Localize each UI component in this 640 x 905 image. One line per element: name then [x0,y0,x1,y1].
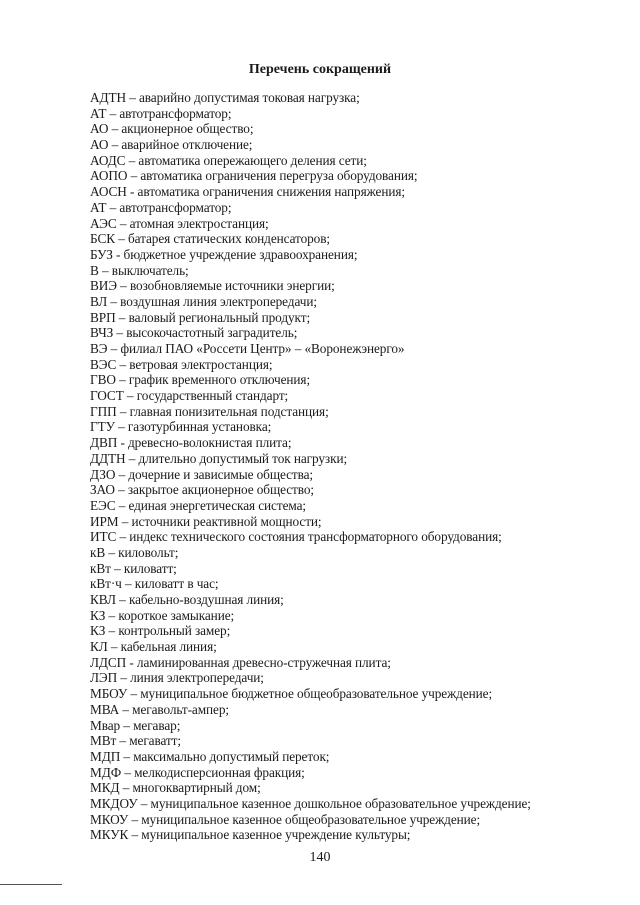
abbreviation-entry: АО – аварийное отключение; [90,137,253,153]
abbreviation-list [90,90,610,843]
abbreviation-entry: кВ – киловольт; [90,544,179,560]
abbreviation-entry: КЛ – кабельная линия; [90,639,217,655]
abbreviation-entry: АДТН – аварийно допустимая токовая нагрузка; [90,90,360,105]
abbreviation-entry: МКД – многоквартирный дом; [90,780,261,796]
abbreviation-entry: ЗАО – закрытое акционерное общество; [90,482,314,498]
abbreviation-entry: МВА – мегавольт-ампер; [90,701,229,717]
abbreviation-entry: ВРП – валовый региональный продукт; [90,309,311,325]
abbreviation-entry: ВЛ – воздушная линия электропередачи; [90,293,317,309]
abbreviation-entry: МБОУ – муниципальное бюджетное общеобразовательное учреждение; [90,686,493,702]
abbreviation-entry: АЭС – атомная электростанция; [90,215,269,231]
abbreviation-entry: АТ – автотрансформатор; [90,199,232,215]
abbreviation-entry: ИРМ – источники реактивной мощности; [90,513,322,529]
abbreviation-entry: ГОСТ – государственный стандарт; [90,388,289,404]
abbreviation-entry: ВЧЗ – высокочастотный заградитель; [90,325,298,341]
abbreviation-entry: ИТС – индекс технического состояния трансформаторного оборудования; [90,529,502,545]
abbreviation-entry: МКОУ – муниципальное казенное общеобразовательное учреждение; [90,811,481,827]
abbreviation-entry: ЛДСП - ламинированная древесно-стружечная плита; [90,654,391,670]
abbreviation-entry: ДВП - древесно-волокнистая плита; [90,435,292,451]
abbreviation-entry: ДДТН – длительно допустимый ток нагрузки; [90,450,348,466]
abbreviation-entry: ЕЭС – единая энергетическая система; [90,497,306,513]
abbreviation-entry: ВЭС – ветровая электростанция; [90,356,273,372]
abbreviation-entry: АО – акционерное общество; [90,121,254,137]
abbreviation-entry: АОПО – автоматика ограничения перегруза оборудования; [90,168,418,184]
abbreviation-entry: ЛЭП – линия электропередачи; [90,670,264,686]
abbreviation-entry: ГВО – график временного отключения; [90,372,311,388]
abbreviation-entry: кВт – киловатт; [90,560,177,576]
abbreviation-entry: ВЭ – филиал ПАО «Россети Центр» – «Воронежэнерго» [90,341,405,356]
abbreviation-entry: КВЛ – кабельно-воздушная линия; [90,592,284,607]
abbreviation-entry: МКДОУ – муниципальное казенное дошкольное образовательное учреждение; [90,795,531,811]
abbreviation-entry: Мвар – мегавар; [90,717,181,733]
abbreviation-entry: МДП – максимально допустимый переток; [90,748,330,764]
abbreviation-entry: В – выключатель; [90,262,189,278]
abbreviation-entry: КЗ – контрольный замер; [90,623,231,639]
abbreviation-entry: АОДС – автоматика опережающего деления сети; [90,152,367,168]
abbreviation-entry: БСК – батарея статических конденсаторов; [90,231,331,247]
abbreviation-entry: ГПП – главная понизительная подстанция; [90,403,329,419]
abbreviation-entry: МКУК – муниципальное казенное учреждение культуры; [90,827,411,843]
abbreviation-entry: МДФ – мелкодисперсионная фракция; [90,764,305,780]
abbreviation-entry: кВт·ч – киловатт в час; [90,576,219,592]
abbreviation-entry: КЗ – короткое замыкание; [90,607,235,623]
page-number: 140 [309,850,331,865]
abbreviation-entry: ГТУ – газотурбинная установка; [90,419,272,435]
footer-divider [0,884,62,885]
abbreviation-entry: ВИЭ – возобновляемые источники энергии; [90,278,335,294]
abbreviation-entry: БУЗ - бюджетное учреждение здравоохранения; [90,246,358,262]
page-title: Перечень сокращений [248,62,392,77]
abbreviation-entry: АОСН - автоматика ограничения снижения напряжения; [90,184,405,200]
abbreviation-entry: АТ – автотрансформатор; [90,105,232,121]
abbreviation-entry: МВт – мегаватт; [90,733,181,749]
abbreviation-entry: ДЗО – дочерние и зависимые общества; [90,466,314,482]
